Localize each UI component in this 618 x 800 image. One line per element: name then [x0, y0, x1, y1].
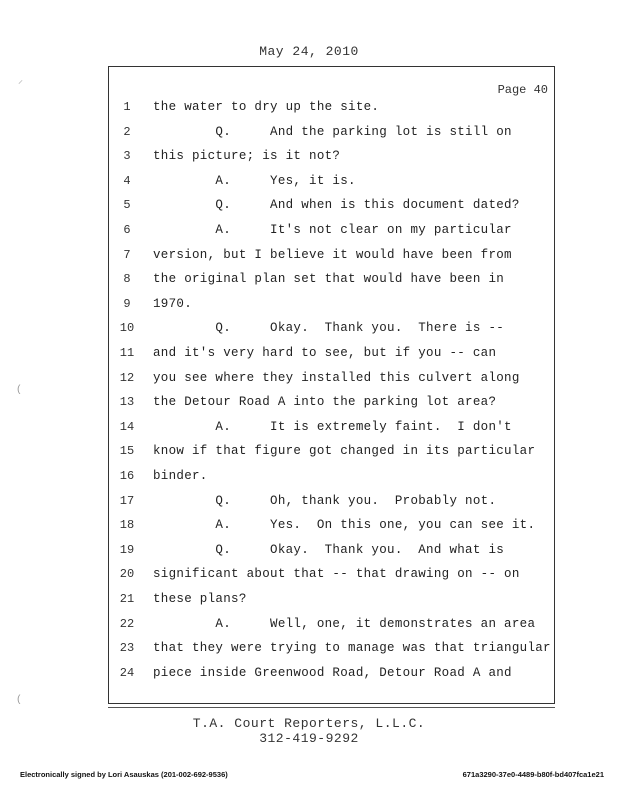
transcript-line	[108, 223, 548, 243]
line-text: the water to dry up the site.	[153, 100, 380, 114]
line-text: A. It is extremely faint. I don't	[153, 419, 512, 434]
transcript-line	[108, 518, 548, 538]
line-number: 9	[123, 296, 131, 311]
document-hash: 671a3290-37e0-4489-b80f-bd407fca1e21	[462, 770, 604, 779]
transcript-line	[108, 125, 548, 145]
transcript-line	[108, 543, 548, 563]
transcript-line	[108, 494, 548, 514]
transcript-line	[108, 395, 548, 415]
frame-bottom-rule	[108, 707, 555, 708]
line-text: Q. And the parking lot is still on	[153, 124, 512, 139]
transcript-line	[108, 420, 548, 440]
line-number: 12	[119, 370, 135, 385]
line-number: 2	[123, 124, 131, 139]
line-number: 8	[123, 272, 131, 287]
line-number: 23	[119, 641, 135, 656]
transcript-line	[108, 149, 548, 169]
transcript-line	[108, 198, 548, 218]
transcript-line	[108, 592, 548, 612]
line-text: 1970.	[153, 296, 193, 311]
transcript-line	[108, 174, 548, 194]
line-text: the original plan set that would have been in	[153, 272, 505, 287]
transcript-line	[108, 321, 548, 341]
line-number: 19	[119, 542, 135, 557]
scan-mark-icon: ⸝	[18, 76, 23, 87]
line-text: Q. Oh, thank you. Probably not.	[153, 493, 497, 508]
line-text: A. Yes, it is.	[153, 173, 356, 188]
line-text: piece inside Greenwood Road, Detour Road A and	[153, 665, 512, 680]
line-number: 4	[123, 173, 131, 188]
line-text: this picture; is it not?	[153, 149, 341, 164]
line-text: binder.	[153, 469, 208, 483]
line-number: 22	[119, 616, 135, 631]
electronic-signature: Electronically signed by Lori Asauskas (201-002-692-9536)	[20, 770, 228, 779]
transcript-line	[108, 272, 548, 292]
header-date: May 24, 2010	[259, 44, 359, 59]
line-number: 24	[119, 665, 135, 680]
transcript-line	[108, 444, 548, 464]
transcript-line	[108, 371, 548, 391]
line-number: 5	[123, 198, 131, 213]
transcript-line	[108, 346, 548, 366]
line-number: 14	[119, 419, 135, 434]
transcript-line	[108, 100, 548, 120]
transcript-line	[108, 617, 548, 637]
line-text: significant about that -- that drawing on -- on	[153, 567, 520, 582]
line-text: these plans?	[153, 592, 247, 606]
line-text: know if that figure got changed in its particular	[153, 444, 536, 459]
line-number: 7	[123, 247, 131, 262]
line-number: 20	[119, 567, 135, 582]
transcript-line	[108, 297, 548, 317]
transcript-line	[108, 469, 548, 489]
line-text: version, but I believe it would have been from	[153, 247, 512, 262]
line-text: you see where they installed this culvert along	[153, 370, 520, 385]
line-number: 21	[119, 592, 135, 606]
line-text: A. It's not clear on my particular	[153, 223, 512, 237]
line-number: 3	[123, 149, 131, 164]
line-number: 16	[119, 469, 135, 483]
line-number: 6	[123, 223, 131, 237]
line-number: 10	[119, 321, 135, 336]
line-text: Q. And when is this document dated?	[153, 198, 520, 213]
line-text: the Detour Road A into the parking lot area?	[153, 395, 497, 410]
line-text: Q. Okay. Thank you. And what is	[153, 542, 505, 557]
line-text: A. Yes. On this one, you can see it.	[153, 518, 536, 533]
line-number: 13	[119, 395, 135, 410]
line-number: 1	[123, 100, 131, 114]
line-text: and it's very hard to see, but if you -- can	[153, 346, 497, 360]
page-number: Page 40	[497, 83, 548, 97]
line-number: 15	[119, 444, 135, 459]
line-number: 17	[119, 493, 135, 508]
scan-mark-icon: (	[16, 385, 23, 396]
line-text: A. Well, one, it demonstrates an area	[153, 616, 536, 631]
footer-phone: 312-419-9292	[259, 731, 359, 746]
transcript-line	[108, 567, 548, 587]
line-text: Q. Okay. Thank you. There is --	[153, 321, 505, 336]
line-text: that they were trying to manage was that triangular	[153, 641, 551, 656]
footer-company: T.A. Court Reporters, L.L.C.	[192, 716, 426, 731]
transcript-line	[108, 248, 548, 268]
scan-mark-icon: (	[16, 695, 23, 706]
transcript-line	[108, 641, 551, 661]
line-number: 11	[119, 346, 135, 360]
transcript-line	[108, 666, 548, 686]
line-number: 18	[119, 518, 135, 533]
